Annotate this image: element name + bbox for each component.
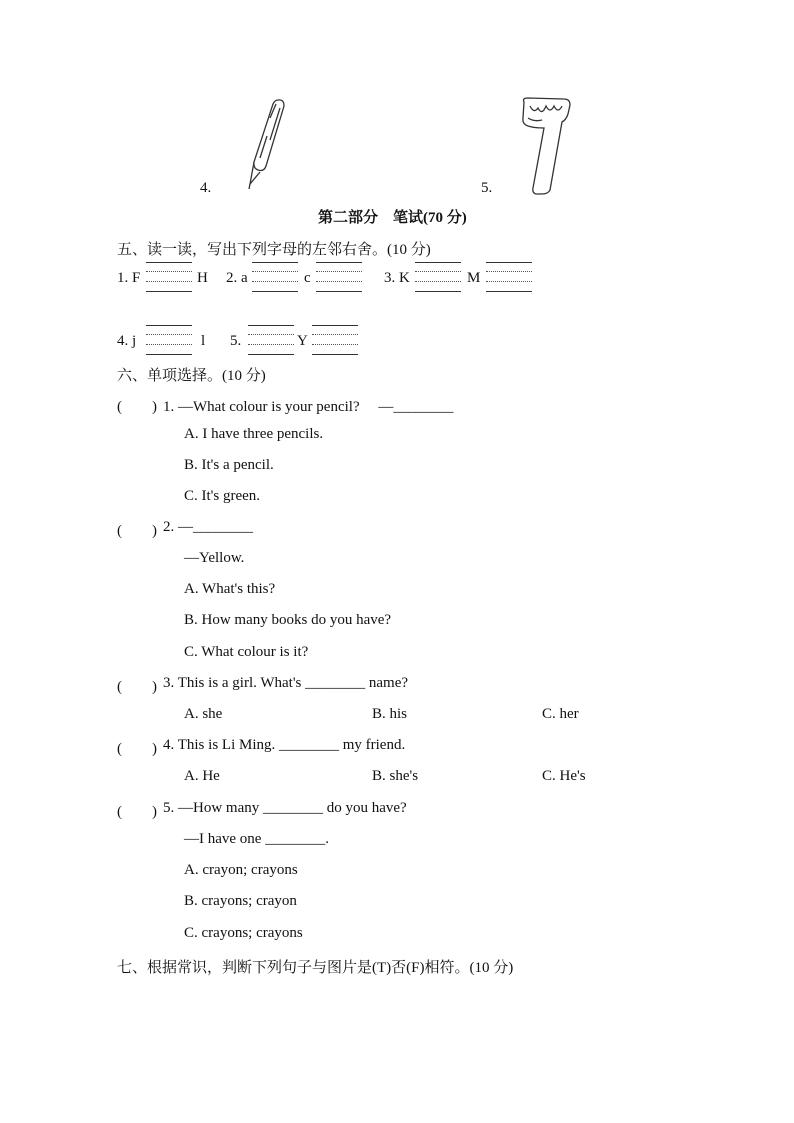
- seven-icon: [518, 96, 574, 198]
- q5-option-c: C. crayons; crayons: [184, 925, 303, 941]
- s5-item5-blank-left[interactable]: [248, 325, 294, 355]
- s5-item4-blank-left[interactable]: [146, 325, 192, 355]
- q1-option-c: C. It's green.: [184, 488, 261, 504]
- q1-text: 1. —What colour is your pencil? —________: [163, 399, 454, 415]
- s5-item2-blank-left[interactable]: [252, 262, 298, 292]
- q5-answer-line: —I have one ________.: [184, 831, 329, 847]
- s5-item1-label: 1. F: [117, 270, 141, 286]
- s5-item3-blank-left[interactable]: [415, 262, 461, 292]
- q2-option-c: C. What colour is it?: [184, 644, 309, 660]
- pen-icon: [240, 96, 290, 196]
- q3-option-c: C. her: [542, 706, 579, 722]
- s5-item2-label: 2. a: [226, 270, 248, 286]
- q1-option-a: A. I have three pencils.: [184, 426, 324, 442]
- q1-option-b: B. It's a pencil.: [184, 457, 274, 473]
- s5-item2-blank-right[interactable]: [316, 262, 362, 292]
- q2-paren[interactable]: ( ): [117, 523, 157, 539]
- s5-item1-letter: H: [197, 270, 208, 286]
- q2-answer-line: —Yellow.: [184, 550, 245, 566]
- s5-item4-letter: l: [201, 333, 206, 349]
- s5-item2-letter: c: [304, 270, 311, 286]
- q2-text: 2. —________: [163, 519, 253, 535]
- s5-item3-label: 3. K: [384, 270, 410, 286]
- s5-item5-blank-right[interactable]: [312, 325, 358, 355]
- q3-text: 3. This is a girl. What's ________ name?: [163, 675, 409, 691]
- q4-paren[interactable]: ( ): [117, 741, 157, 757]
- q5-paren[interactable]: ( ): [117, 804, 157, 820]
- q3-option-b: B. his: [372, 706, 408, 722]
- s5-item3-blank-right[interactable]: [486, 262, 532, 292]
- s5-item1-blank-left[interactable]: [146, 262, 192, 292]
- q4-option-b: B. she's: [372, 768, 419, 784]
- q3-paren[interactable]: ( ): [117, 679, 157, 695]
- q5-option-b: B. crayons; crayon: [184, 893, 297, 909]
- s5-item5-letter: Y: [297, 333, 308, 349]
- picture-number-4: 4.: [200, 180, 212, 196]
- picture-number-5: 5.: [481, 180, 493, 196]
- section6-heading: 六、单项选择。(10 分): [117, 368, 266, 384]
- q3-option-a: A. she: [184, 706, 223, 722]
- s5-item3-letter: M: [467, 270, 481, 286]
- q4-text: 4. This is Li Ming. ________ my friend.: [163, 737, 406, 753]
- part-title: 第二部分 笔试(70 分): [318, 210, 467, 226]
- s5-item5-label: 5.: [230, 333, 242, 349]
- q4-option-a: A. He: [184, 768, 220, 784]
- q4-option-c: C. He's: [542, 768, 586, 784]
- section5-heading: 五、读一读，写出下列字母的左邻右舍。(10 分): [117, 242, 431, 258]
- q5-text: 5. —How many ________ do you have?: [163, 800, 407, 816]
- q2-option-a: A. What's this?: [184, 581, 276, 597]
- q1-paren[interactable]: ( ): [117, 399, 157, 415]
- s5-item4-label: 4. j: [117, 333, 137, 349]
- q5-option-a: A. crayon; crayons: [184, 862, 298, 878]
- q2-option-b: B. How many books do you have?: [184, 612, 392, 628]
- section7-heading: 七、根据常识，判断下列句子与图片是(T)否(F)相符。(10 分): [117, 960, 514, 976]
